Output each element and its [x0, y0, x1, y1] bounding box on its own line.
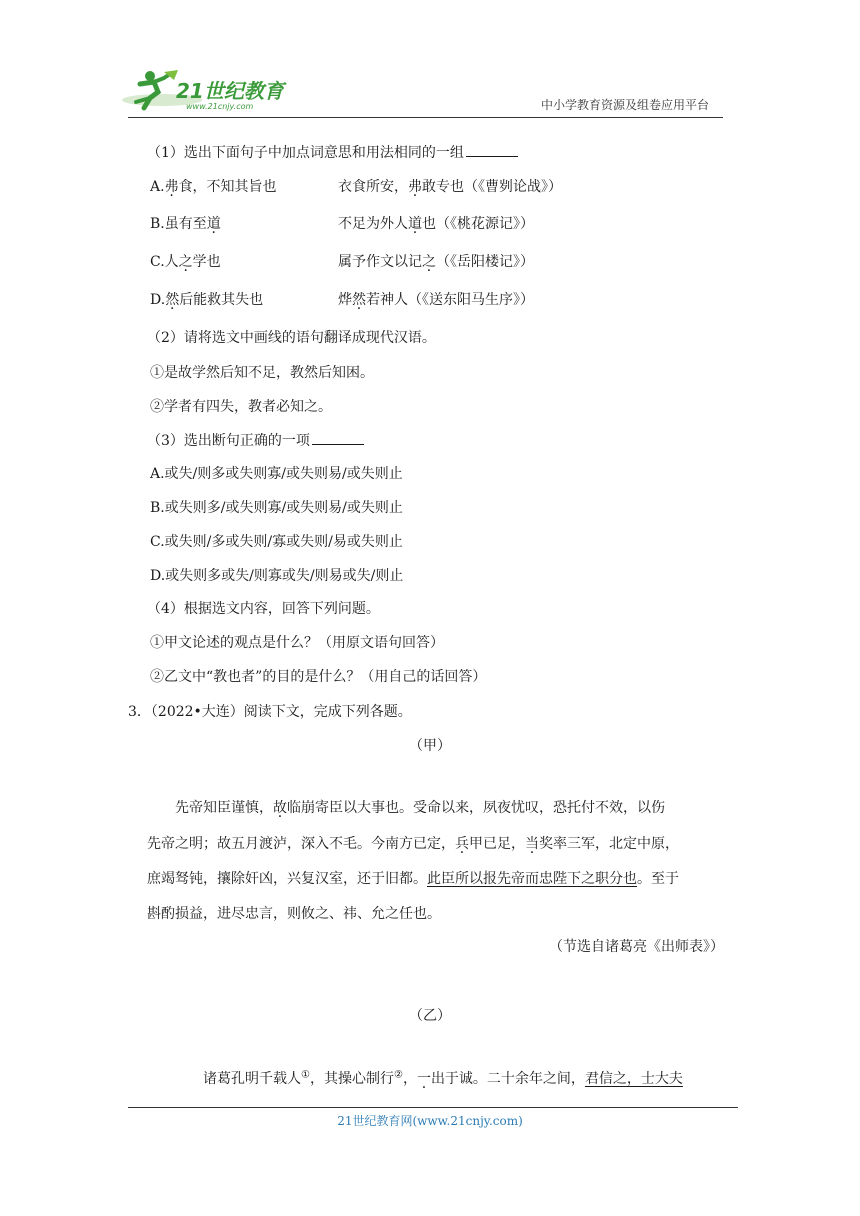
- q3-stem: （3）选出断句正确的一项: [147, 430, 364, 451]
- passage-yi-line-1: 诸葛孔明千载人①，其操心制行②，一出于诚。二十余年之间，君信之，士大夫: [203, 1069, 683, 1087]
- q3-option-b: B.或失则多/或失则寡/或失则易/或失则止: [150, 500, 403, 516]
- answer-blank: [466, 142, 518, 157]
- q3-option-a: A.或失/则多或失则寡/或失则易/或失则止: [150, 466, 403, 482]
- q1-option-a-left: A.弗食，不知其旨也: [150, 179, 277, 195]
- q1-stem: （1）选出下面句子中加点词意思和用法相同的一组: [147, 142, 518, 163]
- footer-text: 21世纪教育网(www.21cnjy.com): [337, 1114, 523, 1128]
- q3-option-c: C.或失则/多或失则/寡或失则/易或失则止: [150, 534, 403, 550]
- q4-stem: （4）根据选文内容，回答下列问题。: [147, 601, 380, 617]
- q3-option-d: D.或失则多或失/则寡或失/则易或失/则止: [150, 568, 404, 584]
- q1-option-d-right: 烨然若神人（《送东阳马生序》）: [338, 292, 534, 308]
- q2-item-2: ②学者有四失，教者必知之。: [150, 399, 332, 415]
- q4-item-1: ①甲文论述的观点是什么？（用原文语句回答）: [150, 635, 444, 651]
- q1-option-a-right: 衣食所安，弗敢专也（《曹刿论战》）: [338, 179, 562, 195]
- platform-name: 中小学教育资源及组卷应用平台: [541, 98, 710, 112]
- header-divider: [128, 117, 723, 118]
- passage-jia-source: （节选自诸葛亮《出师表》）: [549, 939, 724, 955]
- passage-jia-line-2: 先帝之明；故五月渡泸，深入不毛。今南方已定，兵甲已足，当奖率三军，北定中原，: [147, 836, 679, 852]
- q4-item-2: ②乙文中“教也者”的目的是什么？（用自己的话回答）: [150, 669, 487, 685]
- q2-item-1: ①是故学然后知不足，教然后知困。: [150, 365, 374, 381]
- logo-url: www.21cnjy.com: [186, 102, 254, 111]
- q1-option-b-left: B.虽有至道: [150, 216, 221, 232]
- passage-jia-line-3: 庶竭驽钝，攘除奸凶，兴复汉室，还于旧都。此臣所以报先帝而忠陛下之职分也。至于: [147, 871, 679, 887]
- site-logo: [120, 68, 290, 112]
- answer-blank: [312, 430, 364, 445]
- passage-jia-title: （甲）: [409, 738, 451, 754]
- q1-option-c-left: C.人之学也: [150, 254, 221, 270]
- q1-option-c-right: 属予作文以记之（《岳阳楼记》）: [338, 254, 534, 270]
- q1-option-b-right: 不足为外人道也（《桃花源记》）: [338, 216, 534, 232]
- passage-jia-line-1: 先帝知臣谨慎，故临崩寄臣以大事也。受命以来，夙夜忧叹，恐托付不效，以伤: [175, 800, 665, 816]
- passage-yi-title: （乙）: [409, 1008, 451, 1024]
- q1-option-d-left: D.然后能救其失也: [150, 292, 264, 308]
- footer-divider: [128, 1107, 738, 1108]
- logo-text: 21世纪教育: [176, 79, 284, 103]
- question-3-header: 3．（2022•大连）阅读下文，完成下列各题。: [128, 704, 412, 720]
- q2-stem: （2）请将选文中画线的语句翻译成现代汉语。: [147, 330, 436, 346]
- logo-runner-icon: [120, 68, 290, 112]
- passage-jia-line-4: 斟酌损益，进尽忠言，则攸之、祎、允之任也。: [147, 906, 441, 922]
